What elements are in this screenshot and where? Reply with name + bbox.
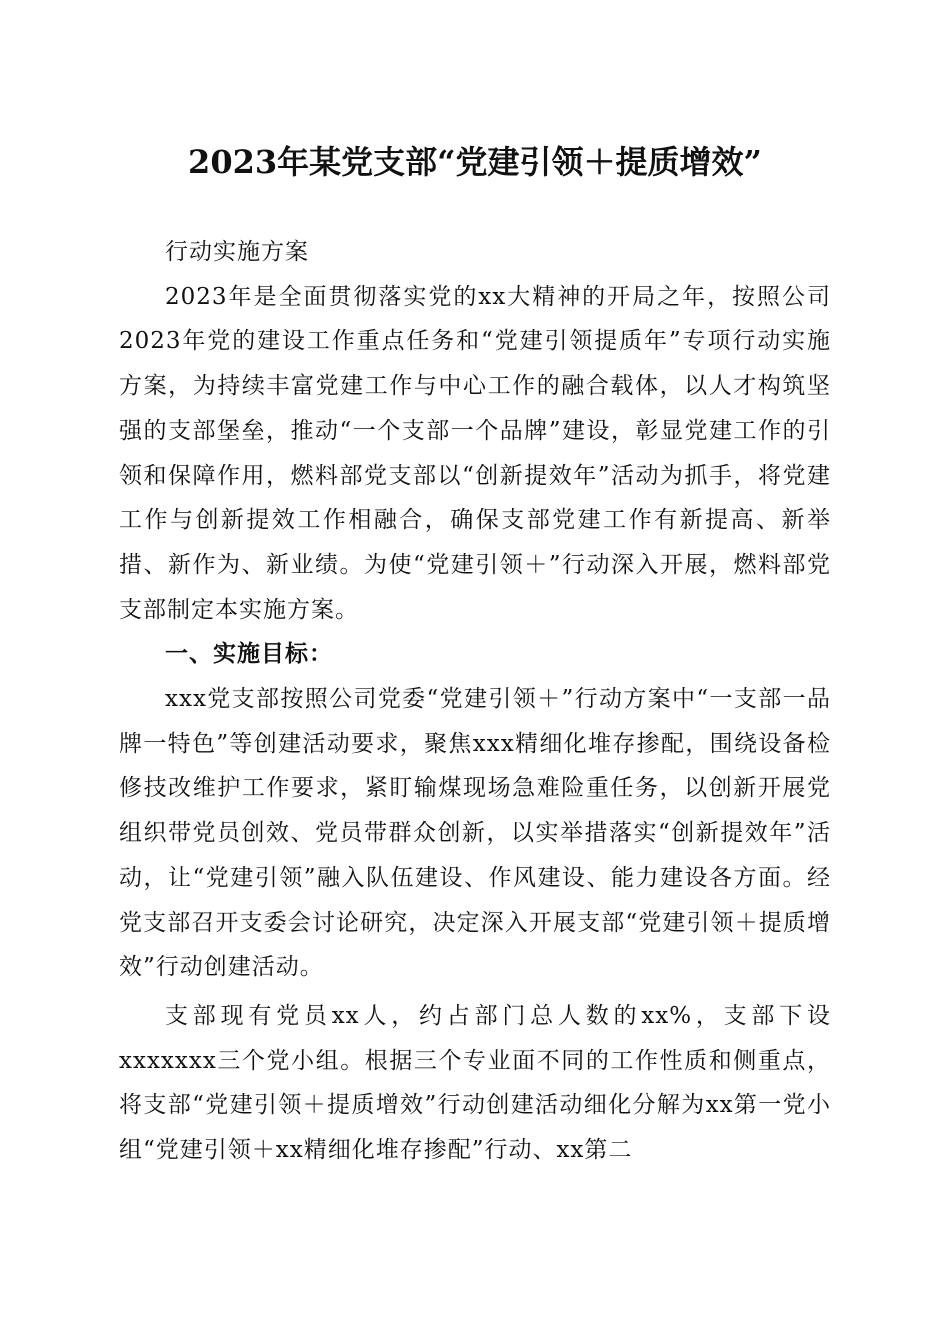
document-title: 2023年某党支部“党建引领＋提质增效” [188, 143, 762, 181]
goals-paragraph: xxx党支部按照公司党委“党建引领＋”行动方案中“一支部一品牌一特色”等创建活动要求，聚焦xxx精细化堆存掺配，围绕设备检修技改维护工作要求，紧盯输煤现场急难险重任务，以创新开展党组织带党员创效、党员带群众创新，以实举措落实“创新提效年”活动，让“党建引领”融入队伍建设、作风建设、能力建设各方面。经党支部召开支委会讨论研究，决定深入开展支部“党建引领＋提质增效”行动创建活动。 [119, 686, 831, 981]
document-subtitle: 行动实施方案 [165, 239, 309, 265]
section-heading-goals: 一、实施目标： [165, 641, 333, 668]
intro-paragraph: 2023年是全面贯彻落实党的xx大精神的开局之年，按照公司2023年党的建设工作重点任务和“党建引领提质年”专项行动实施方案，为持续丰富党建工作与中心工作的融合载体，以人才构筑坚强的支部堡垒，推动“一个支部一个品牌”建设，彰显党建工作的引领和保障作用，燃料部党支部以“创新提效年”活动为抓手，将党建工作与创新提效工作相融合，确保支部党建工作有新提高、新举措、新作为、新业绩。为使“党建引领＋”行动深入开展，燃料部党支部制定本实施方案。 [119, 283, 831, 623]
members-paragraph: 支部现有党员xx人，约占部门总人数的xx%，支部下设xxxxxxx三个党小组。根据三个专业面不同的工作性质和侧重点，将支部“党建引领＋提质增效”行动创建活动细化分解为xx第一党小组“党建引领＋xx精细化堆存掺配”行动、xx第二 [119, 1002, 831, 1164]
document-body [119, 230, 831, 1173]
